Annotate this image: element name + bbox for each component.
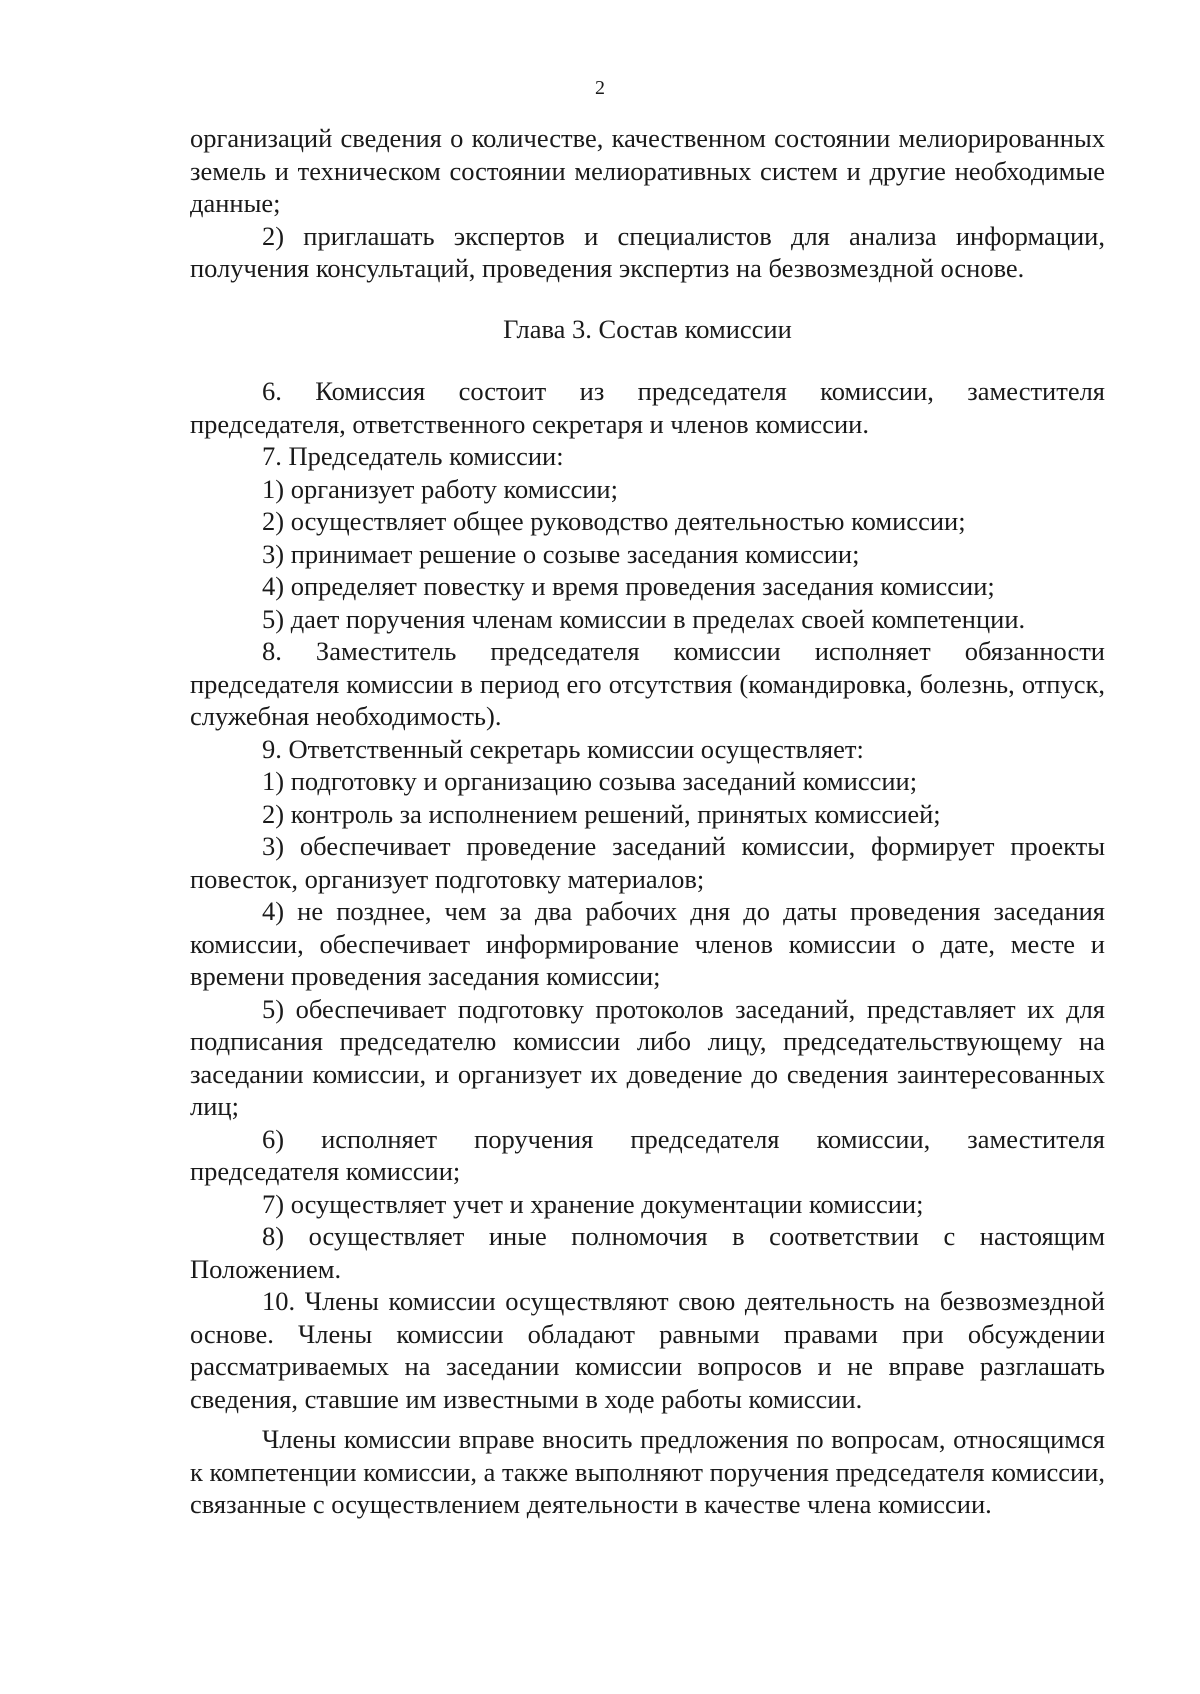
paragraph-10: 10. Члены комиссии осуществляют свою деятельность на безвозмездной основе. Члены комиссии обладают равными правами при обсуждении рассматриваемых на заседании комиссии вопросов и не вправе разглашать сведения, ставшие им известными в ходе работы комиссии. <box>190 1286 1105 1414</box>
paragraph-item-2: 2) приглашать экспертов и специалистов для анализа информации, получения консультаций, проведения экспертиз на безвозмездной основе. <box>190 220 1105 283</box>
document-body <box>190 122 1105 1521</box>
paragraph-6: 6. Комиссия состоит из председателя комиссии, заместителя председателя, ответственного секретаря и членов комиссии. <box>190 376 1105 439</box>
paragraph-8: 8. Заместитель председателя комиссии исполняет обязанности председателя комиссии в период его отсутствия (командировка, болезнь, отпуск, служебная необходимость). <box>190 636 1105 731</box>
paragraph-9-item-1: 1) подготовку и организацию созыва заседаний комиссии; <box>262 766 918 796</box>
chapter-heading: Глава 3. Состав комиссии <box>503 313 792 344</box>
paragraph-9: 9. Ответственный секретарь комиссии осуществляет: <box>262 733 864 764</box>
paragraph-9-item-4: 4) не позднее, чем за два рабочих дня до даты проведения заседания комиссии, обеспечивает информирование членов комиссии о дате, месте и времени проведения заседания комиссии; <box>190 896 1105 991</box>
paragraph-10-continuation: Члены комиссии вправе вносить предложения по вопросам, относящимся к компетенции комиссии, а также выполняют поручения председателя комиссии, связанные с осуществлением деятельности в качестве члена комиссии. <box>190 1424 1105 1519</box>
paragraph-7-item-4: 4) определяет повестку и время проведения заседания комиссии; <box>262 571 995 601</box>
paragraph-7: 7. Председатель комиссии: <box>262 441 564 471</box>
paragraph-9-item-6: 6) исполняет поручения председателя комиссии, заместителя председателя комиссии; <box>190 1123 1105 1186</box>
paragraph-9-item-2: 2) контроль за исполнением решений, принятых комиссией; <box>262 798 941 829</box>
paragraph-7-item-1: 1) организует работу комиссии; <box>262 473 618 504</box>
paragraph-9-item-7: 7) осуществляет учет и хранение документации комиссии; <box>262 1188 924 1219</box>
paragraph-continuation: организаций сведения о количестве, качественном состоянии мелиорированных земель и техническом состоянии мелиоративных систем и другие необходимые данные; <box>190 123 1105 218</box>
paragraph-7-item-3: 3) принимает решение о созыве заседания комиссии; <box>262 538 860 569</box>
paragraph-7-item-2: 2) осуществляет общее руководство деятельностью комиссии; <box>262 506 966 536</box>
paragraph-7-item-5: 5) дает поручения членам комиссии в пределах своей компетенции. <box>262 603 1026 634</box>
paragraph-9-item-5: 5) обеспечивает подготовку протоколов заседаний, представляет их для подписания председателю комиссии либо лицу, председательствующему на заседании комиссии, и организует их доведение до сведения заинтересованных лиц; <box>190 993 1105 1121</box>
paragraph-9-item-3: 3) обеспечивает проведение заседаний комиссии, формирует проекты повесток, организует подготовку материалов; <box>190 831 1105 894</box>
page-number: 2 <box>595 77 605 99</box>
paragraph-9-item-8: 8) осуществляет иные полномочия в соответствии с настоящим Положением. <box>190 1221 1105 1284</box>
